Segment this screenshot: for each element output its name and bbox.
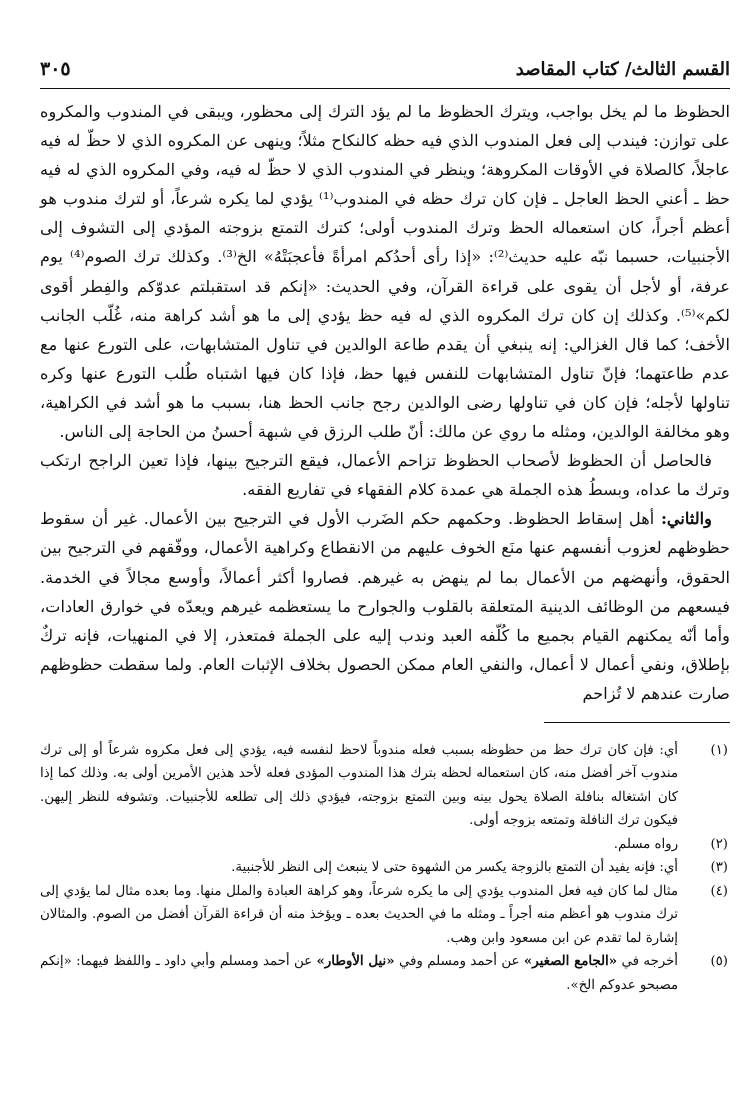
main-text	[40, 97, 730, 708]
footnote-mark: (٥)	[710, 954, 728, 970]
footnote-text	[40, 950, 678, 997]
footnote-mark: (٣)	[710, 860, 728, 876]
footnote-5-post: عن أحمد ومسلم وأبي داود ـ واللفظ فيهما: «إنكم مصبحو عدوكم الخ».	[40, 954, 678, 993]
book-page	[40, 52, 730, 1092]
footnote-mark: (٢)	[710, 836, 728, 852]
running-title: القسم الثالث/ كتاب المقاصد	[515, 58, 730, 80]
footnote-divider	[544, 722, 730, 723]
page-number: ٣٠٥	[40, 58, 71, 80]
footnote-text: أي: فإنه يفيد أن التمتع بالزوجة يكسر من الشهوة حتى لا ينبعث إلى النظر للأجنبية.	[231, 860, 678, 876]
source-title-jami: «الجامع الصغير»	[523, 954, 618, 970]
footnote-2	[40, 833, 730, 857]
footnote-5	[40, 950, 730, 997]
footnote-5-pre: أخرجه في	[617, 954, 678, 970]
footnote-1	[40, 739, 730, 833]
paragraph-1: الحظوظ ما لم يخل بواجب، ويترك الحظوظ ما لم يؤد الترك إلى محظور، ويبقى في المندوب والمكروه على توازن: فيندب إلى فعل المندوب الذي فيه حظه كالنكاح مثلاً؛ وينهى عن المكروه الذي لا حظّ له فيه عاجلاً، كالصلاة في الأوقات المكروهة؛ وينظر في المندوب الذي لا حظّ له فيه، وفي المكروه الذي له فيه حظ ـ أعني الحظ العاجل ـ فإن كان ترك حظه في المندوب⁽¹⁾ يؤدي لما يكره شرعاً، أو لترك مندوب هو أعظم أجراً، كان استعماله الحظ وترك المندوب أولى؛ كترك التمتع بزوجته المؤدي إلى التشوف إلى الأجنبيات، حسبما نبّه عليه حديث⁽²⁾: «إذا رأى أحدُكم امرأةً فأعجبَتْهُ» الخ⁽³⁾. وكذلك ترك الصوم⁽⁴⁾ يوم عرفة، أو لأجل أن يقوى على قراءة القرآن، وفي الحديث: «إنكم قد استقبلتم عدوّكم والفِطر أقوى لكم»⁽⁵⁾. وكذلك إن كان ترك المكروه الذي له فيه حظ يؤدي إلى ما هو أشد كراهة منه، غُلّب الجانب الأخف؛ كما قال الغزالي: إنه ينبغي أن يقدم طاعة الوالدين في تناول المتشابهات، على التورع عنها مع عدم طاعتهما؛ فإنّ تناول المتشابهات للنفس فيها حظ، فإذا كان فيها اشتباه طُلب التورع عنها وكره تناولها لأجله؛ فإن كان في تناولها رضى الوالدين رجح جانب الحظ هنا، بسبب ما هو أشد في الكراهية، وهو مخالفة الوالدين، ومثله ما روي عن مالك: أنّ طلب الرزق في شبهة أحسنُ من الحاجة إلى الناس.	[40, 102, 730, 442]
footnote-5-mid: عن أحمد ومسلم وفي	[394, 954, 524, 970]
source-title-nayl: «نيل الأوطار»	[316, 954, 395, 970]
footnote-4	[40, 880, 730, 951]
paragraph-3-text: أهل إسقاط الحظوظ. وحكمهم حكم الضَرب الأول في الترجيح بين الأعمال. غير أن سقوط حظوظهم لعزوب أنفسهم عنها منَع الخوف عليهم من الانقطاع وكراهية الأعمال، ووفّقهم في الترجيح بين الحقوق، وأنهضهم من الأعمال بما لم ينهض به غيرهم. فصاروا أكثر أعمالاً، وأوسع مجالاً في الخدمة. فيسعهم من الوظائف الدينية المتعلقة بالقلوب والجوارح ما يستعظمه غيرهم ويعدّه في خوارق العادات، وأما أنّه يمكنهم القيام بجميع ما كُلّفه العبد وندب إليه على الجملة فمتعذر، إلا في المنهيات، فإنه تركٌ بإطلاق، ونفي أعمال لا أعمال، والنفي العام ممكن الحصول بخلاف الإثبات العام. ولما سقطت حظوظهم صارت عندهم لا تُزاحم	[40, 509, 730, 703]
page-header	[40, 52, 730, 89]
footnote-mark: (٤)	[710, 883, 728, 899]
footnote-text: أي: فإن كان ترك حظ من حظوظه بسبب فعله مندوباً لاحظ لنفسه فيه، يؤدي إلى فعل مكروه شرعاً أو إلى ترك مندوب آخر أفضل منه، كان استعماله لحظه بترك هذا المندوب المؤدى فعله لأحد هذين الأمرين أولى به. وذلك كما إذا كان اشتغاله بنافلة الصلاة يحول بينه وبين التمتع بزوجته، فيؤدي ذلك إلى تطلعه للأجنبيات. وتشوفه للنظر إليهن. فيكون ترك النافلة وتمتعه بزوجه أولى.	[40, 742, 678, 829]
footnote-3	[40, 856, 730, 880]
paragraph-3-lead: والثاني:	[660, 509, 712, 529]
footnotes	[40, 739, 730, 998]
footnote-text: رواه مسلم.	[613, 836, 678, 852]
paragraph-3	[40, 504, 730, 708]
footnote-mark: (١)	[710, 742, 728, 758]
paragraph-2: فالحاصل أن الحظوظ لأصحاب الحظوظ تزاحم الأعمال، فيقع الترجيح بينها، فإذا تعين الراجح ارتكب وترك ما عداه، وبسطُ هذه الجملة هي عمدة كلام الفقهاء في تفاريع الفقه.	[40, 451, 730, 500]
footnote-text: مثال لما كان فيه فعل المندوب يؤدي إلى ما يكره شرعاً، وهو كراهة العبادة والملل منها. وما بعده مثال لما يؤدي إلى ترك مندوب هو أعظم منه أجراً ـ ومثله ما في الحديث بعده ـ ويؤخذ منه أن قراءة القرآن أفضل من الصوم. والمثالان إشارة لما تقدم عن ابن مسعود وابن وهب.	[40, 883, 678, 946]
